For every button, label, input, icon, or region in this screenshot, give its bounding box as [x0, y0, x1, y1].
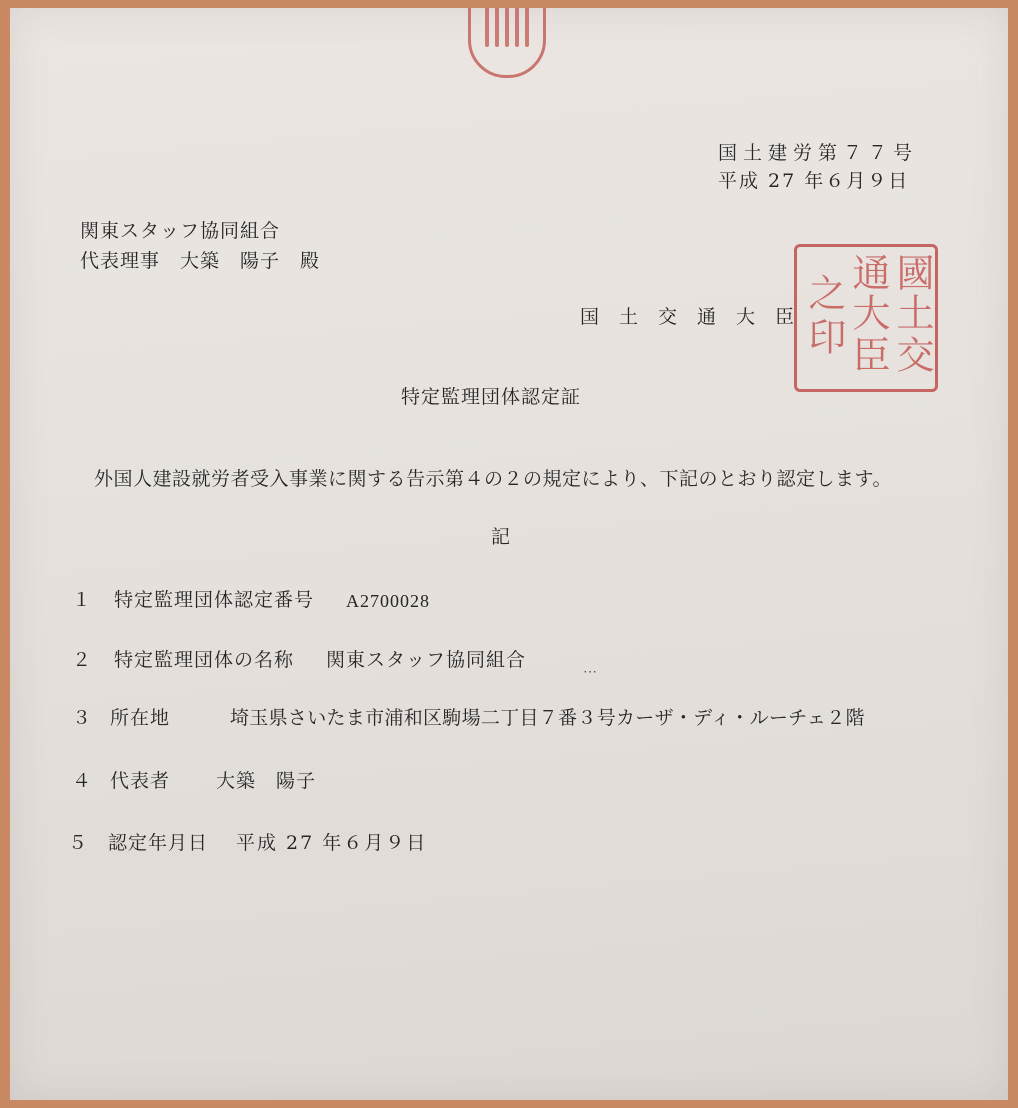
- top-stamp-mark: [468, 8, 546, 78]
- recipient-representative: 代表理事 大築 陽子 殿: [80, 250, 321, 272]
- item-label: 認定年月日: [108, 832, 209, 854]
- item-value: 大築 陽子: [216, 770, 317, 792]
- certificate-title: 特定監理団体認定証: [401, 386, 582, 408]
- item-number: １: [72, 589, 93, 611]
- item-value: 平成 27 年６月９日: [236, 832, 428, 854]
- item-value: 埼玉県さいたま市浦和区駒場二丁目７番３号カーザ・ディ・ルーチェ２階: [230, 707, 865, 729]
- ki-heading: 記: [491, 526, 512, 548]
- item-number: ４: [72, 770, 93, 792]
- item-value: A2700028: [346, 591, 430, 611]
- issuer: 国土交通大臣: [580, 306, 815, 328]
- item-number: ５: [68, 832, 89, 854]
- stray-dots-mark: ⋯: [583, 664, 597, 680]
- official-seal: 國 土 交 通 大 臣 之 印: [794, 244, 938, 392]
- certificate-paper: [10, 8, 1008, 1100]
- item-label: 所在地: [110, 707, 171, 729]
- recipient-organization: 関東スタッフ協同組合: [80, 220, 281, 242]
- item-number: ２: [72, 649, 93, 671]
- document-date: 平成 27 年６月９日: [718, 170, 910, 192]
- body-text: 外国人建設就労者受入事業に関する告示第４の２の規定により、下記のとおり認定します。: [94, 468, 892, 490]
- item-label: 特定監理団体認定番号: [114, 589, 315, 611]
- item-number: ３: [72, 707, 93, 729]
- item-label: 特定監理団体の名称: [114, 649, 295, 671]
- item-label: 代表者: [110, 770, 171, 792]
- item-value: 関東スタッフ協同組合: [326, 649, 527, 671]
- document-number: 国土建労第７７号: [718, 142, 919, 164]
